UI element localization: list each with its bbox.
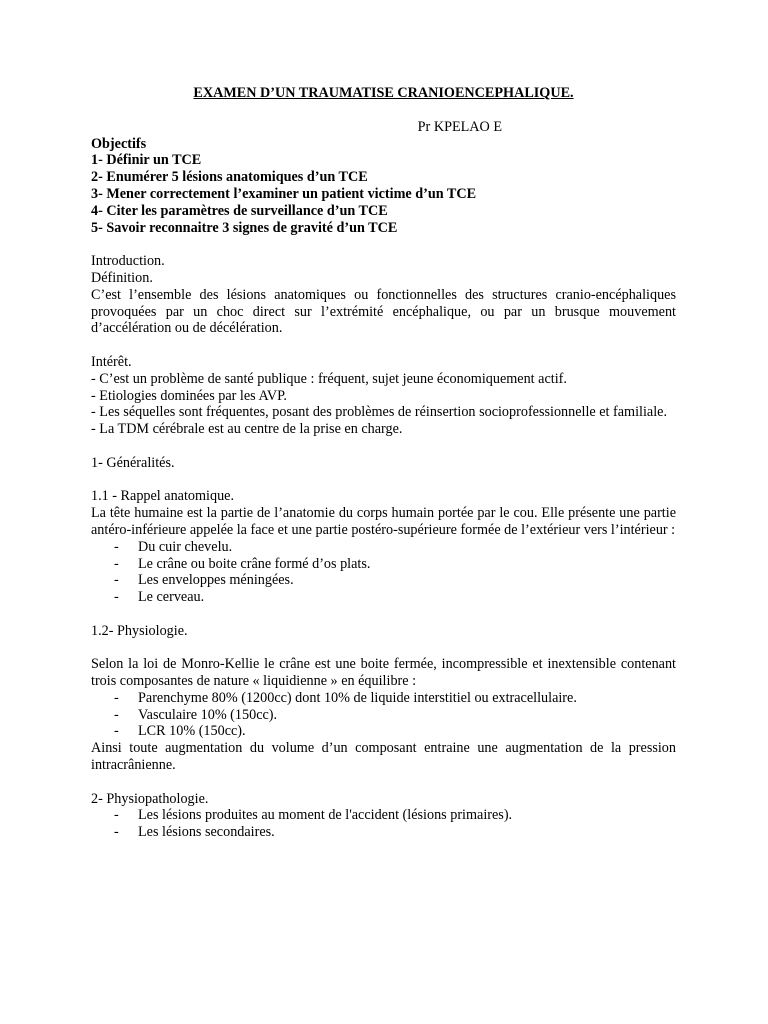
list-item [91, 707, 676, 724]
list-item [91, 589, 676, 606]
list-item [91, 572, 676, 589]
list-item [91, 723, 676, 740]
dash-marker: - [114, 723, 119, 740]
objective-item: 1- Définir un TCE [91, 152, 202, 169]
dash-marker: - [114, 572, 119, 589]
interet-heading: Intérêt. [91, 353, 132, 370]
rappel-list [91, 539, 676, 606]
list-item-text: Parenchyme 80% (1200cc) dont 10% de liquide interstitiel ou extracellulaire. [138, 689, 577, 706]
dash-marker: - [114, 555, 119, 572]
objective-item: 3- Mener correctement l’examiner un patient victime d’un TCE [91, 185, 477, 202]
objective-item: 2- Enumérer 5 lésions anatomiques d’un TCE [91, 169, 368, 186]
spacer [91, 236, 676, 253]
list-item-text: Vasculaire 10% (150cc). [138, 706, 278, 723]
document-title: EXAMEN D’UN TRAUMATISE CRANIOENCEPHALIQUE. [193, 85, 574, 101]
physiopathologie-section [91, 791, 676, 841]
definition-paragraph: C’est l’ensemble des lésions anatomiques ou fonctionnelles des structures cranio-encéphaliques provoquées par un choc direct sur l’extrémité encéphalique, ou par un brusque mouvement d’accélération ou de décélération. [91, 286, 676, 337]
spacer [91, 337, 676, 354]
dash-marker: - [114, 706, 119, 723]
physiologie-heading: 1.2- Physiologie. [91, 622, 188, 639]
dash-marker: - [114, 824, 119, 841]
physiopathologie-heading: 2- Physiopathologie. [91, 790, 209, 807]
interet-line: - Les séquelles sont fréquentes, posant des problèmes de réinsertion socioprofessionnelle et familiale. [91, 404, 667, 421]
interet-line: - C’est un problème de santé publique : fréquent, sujet jeune économiquement actif. [91, 370, 567, 387]
objectives-section [91, 136, 676, 237]
list-item [91, 824, 676, 841]
interet-section [91, 354, 676, 438]
list-item [91, 690, 676, 707]
generalites-section [91, 455, 676, 774]
objective-item: 4- Citer les paramètres de surveillance d’un TCE [91, 202, 388, 219]
document-page [91, 85, 676, 841]
introduction-section [91, 253, 676, 337]
generalites-heading: 1- Généralités. [91, 454, 175, 471]
author-line: Pr KPELAO E [417, 118, 502, 135]
spacer [91, 606, 676, 623]
list-item-text: LCR 10% (150cc). [138, 723, 246, 740]
physiologie-paragraph: Selon la loi de Monro-Kellie le crâne est une boite fermée, incompressible et inextensible contenant trois composantes de nature « liquidienne » en équilibre : [91, 656, 676, 690]
objectives-heading: Objectifs [91, 135, 147, 152]
dash-marker: - [114, 689, 119, 706]
list-item-text: Du cuir chevelu. [138, 538, 233, 555]
dash-marker: - [114, 807, 119, 824]
list-item [91, 807, 676, 824]
physiologie-conclusion: Ainsi toute augmentation du volume d’un composant entraine une augmentation de la pression intracrânienne. [91, 740, 676, 774]
rappel-heading: 1.1 - Rappel anatomique. [91, 488, 235, 505]
spacer [91, 640, 676, 657]
objective-item: 5- Savoir reconnaitre 3 signes de gravité d’un TCE [91, 219, 398, 236]
rappel-paragraph: La tête humaine est la partie de l’anatomie du corps humain portée par le cou. Elle présente une partie antéro-inférieure appelée la face et une partie postéro-supérieure formée de l’extérieur vers l’intérieur : [91, 505, 676, 538]
introduction-heading: Introduction. [91, 253, 165, 270]
physiopathologie-list [91, 807, 676, 841]
dash-marker: - [114, 538, 119, 555]
list-item-text: Les lésions produites au moment de l'accident (lésions primaires). [138, 807, 513, 824]
dash-marker: - [114, 589, 119, 606]
list-item [91, 539, 676, 556]
list-item-text: Le cerveau. [138, 589, 205, 606]
definition-heading: Définition. [91, 269, 153, 286]
physiologie-list [91, 690, 676, 740]
spacer [91, 774, 676, 791]
interet-line: - La TDM cérébrale est au centre de la prise en charge. [91, 421, 403, 438]
list-item [91, 556, 676, 573]
list-item-text: Les enveloppes méningées. [138, 572, 294, 589]
spacer [91, 472, 676, 489]
list-item-text: Le crâne ou boite crâne formé d’os plats. [138, 555, 371, 572]
interet-line: - Etiologies dominées par les AVP. [91, 387, 287, 404]
list-item-text: Les lésions secondaires. [138, 824, 275, 841]
spacer [91, 438, 676, 455]
